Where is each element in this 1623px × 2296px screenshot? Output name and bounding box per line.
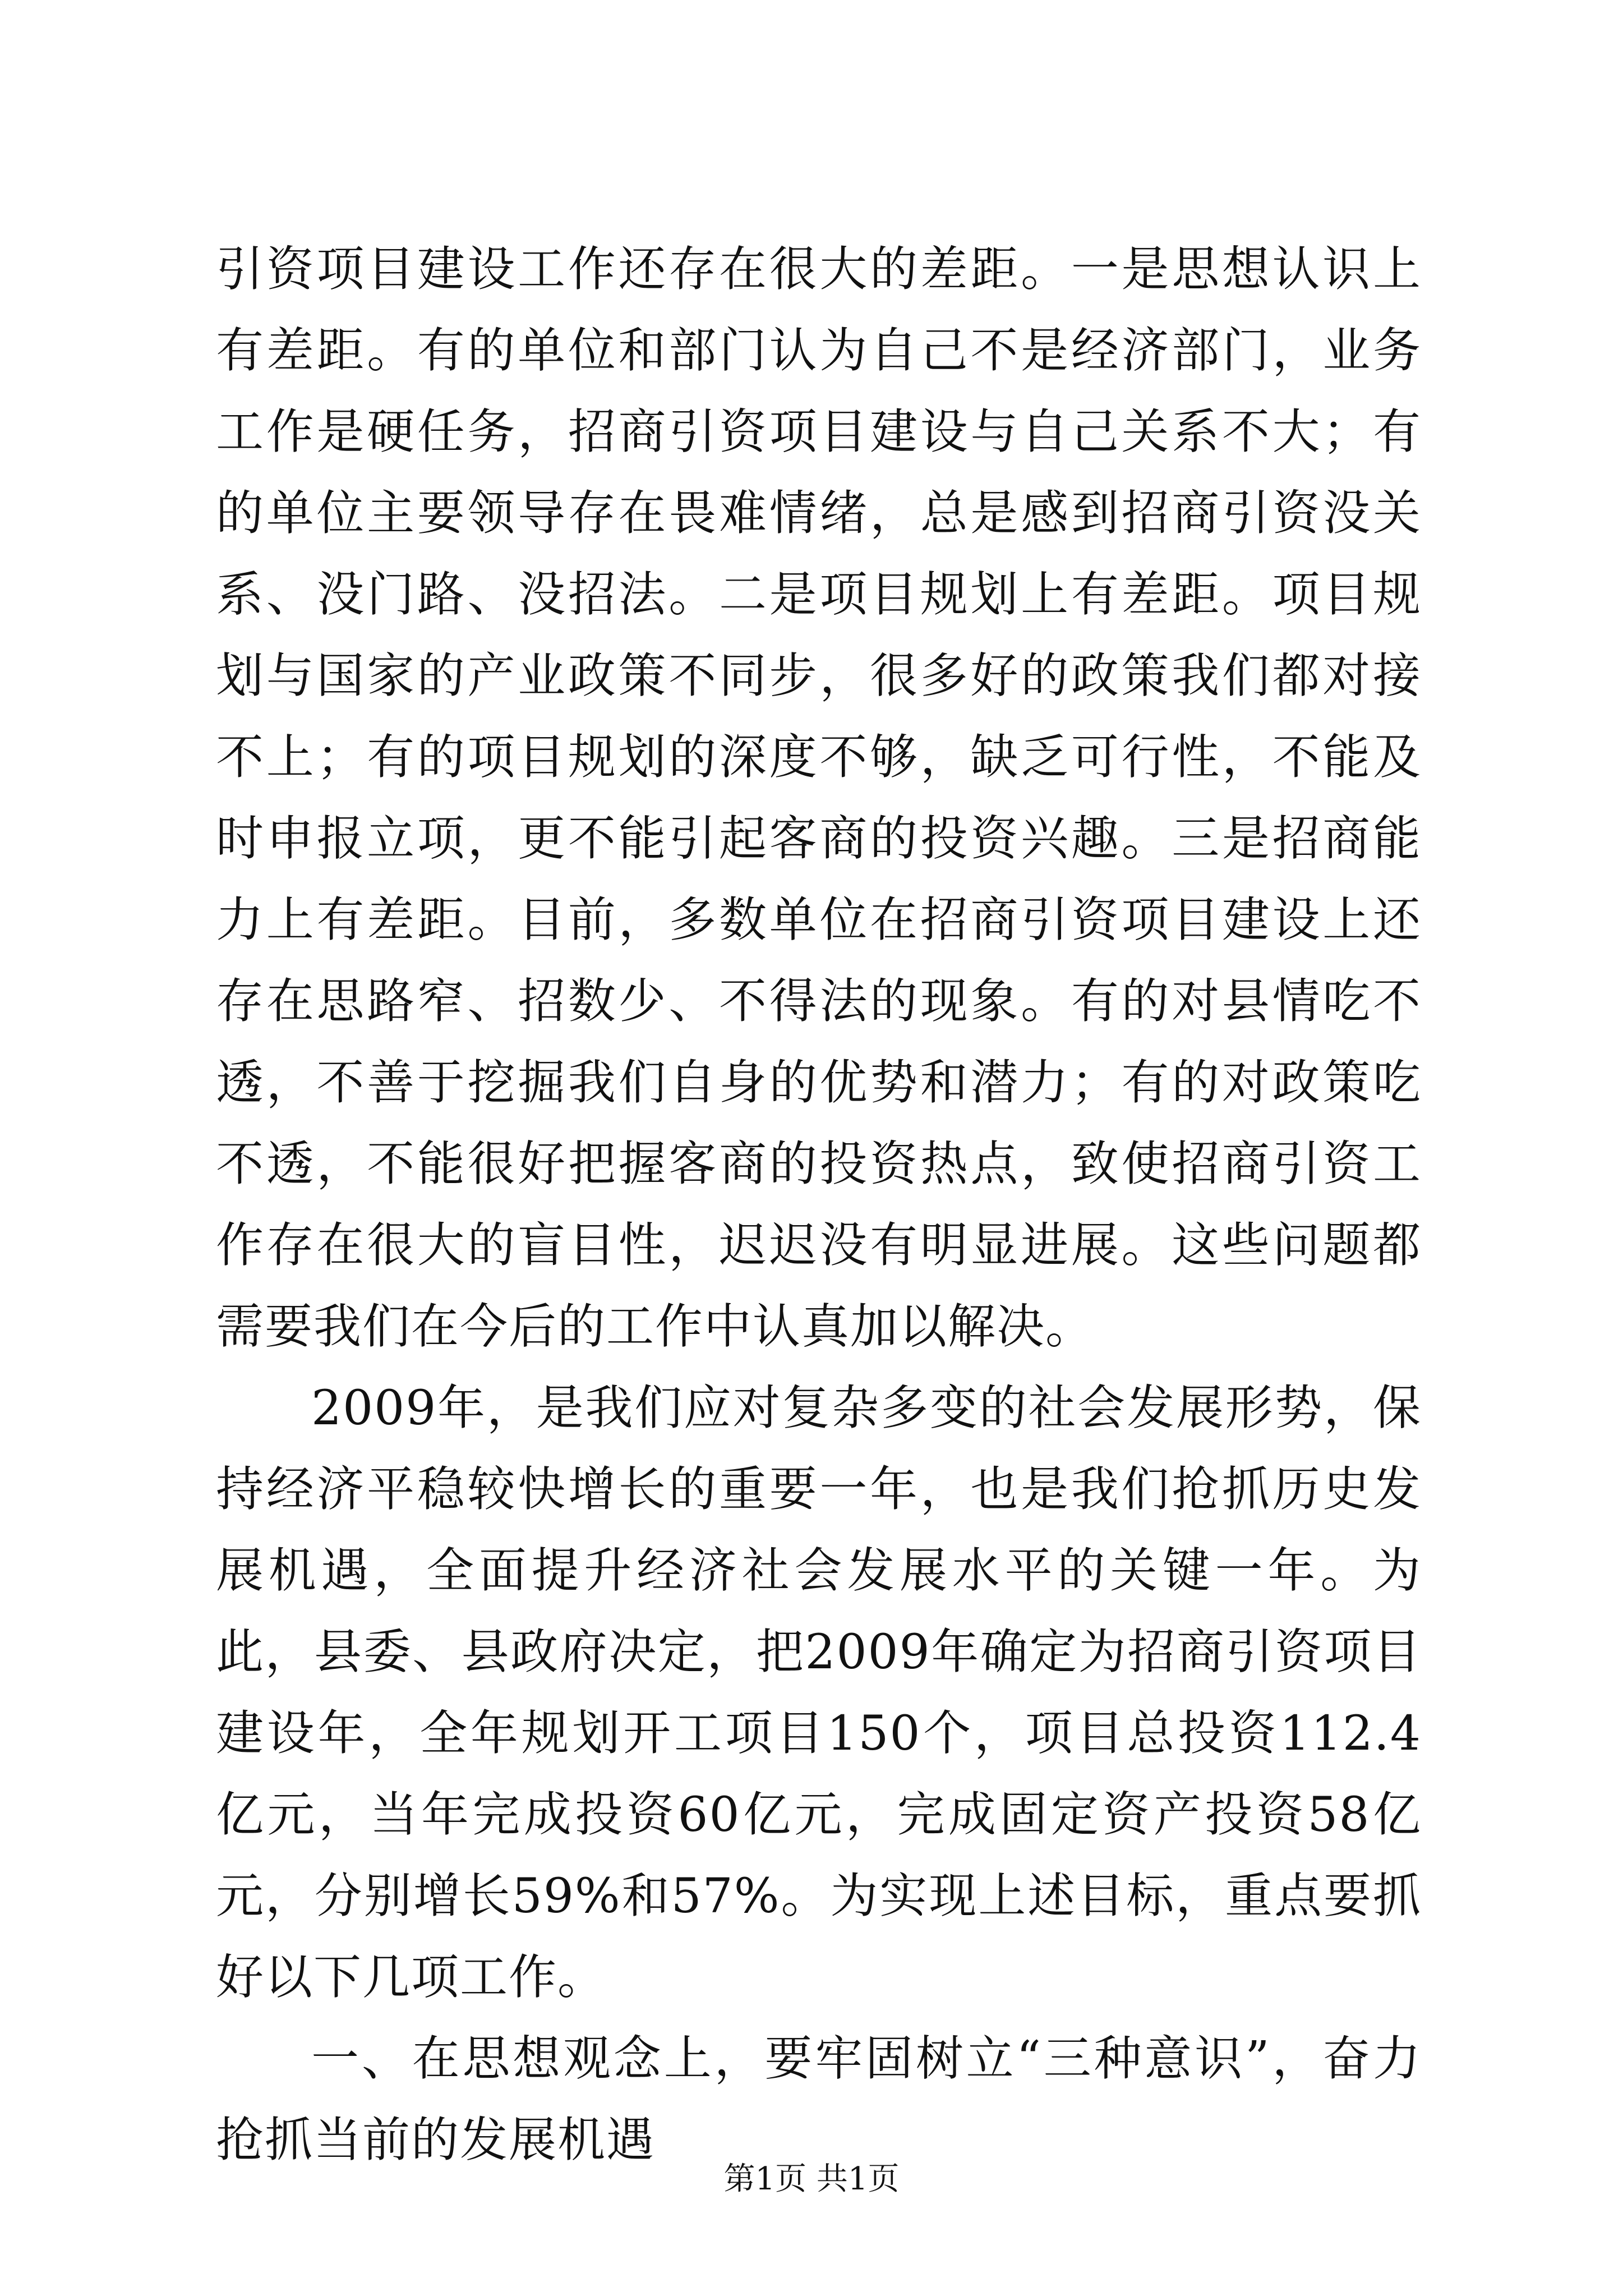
document-body bbox=[216, 229, 1422, 2181]
section-heading-1: 一、在思想观念上，要牢固树立“三种意识”，奋力抢抓当前的发展机遇 bbox=[216, 2031, 1422, 2168]
page-footer: 第1页 共1页 bbox=[723, 2161, 900, 2197]
paragraph-challenges: 引资项目建设工作还存在很大的差距。一是思想认识上有差距。有的单位和部门认为自己不是经济部门，业务工作是硬任务，招商引资项目建设与自己关系不大；有的单位主要领导存在畏难情绪，总是感到招商引资没关系、没门路、没招法。二是项目规划上有差距。项目规划与国家的产业政策不同步，很多好的政策我们都对接不上；有的项目规划的深度不够，缺乏可行性，不能及时申报立项，更不能引起客商的投资兴趣。三是招商能力上有差距。目前，多数单位在招商引资项目建设上还存在思路窄、招数少、不得法的现象。有的对县情吃不透，不善于挖掘我们自身的优势和潜力；有的对政策吃不透，不能很好把握客商的投资热点，致使招商引资工作存在很大的盲目性，迟迟没有明显进展。这些问题都需要我们在今后的工作中认真加以解决。 bbox=[216, 242, 1422, 1355]
paragraph-2009-goals: 2009年，是我们应对复杂多变的社会发展形势，保持经济平稳较快增长的重要一年，也是我们抢抓历史发展机遇，全面提升经济社会发展水平的关键一年。为此，县委、县政府决定，把2009年确定为招商引资项目建设年，全年规划开工项目150个，项目总投资112.4亿元，当年完成投资60亿元，完成固定资产投资58亿元，分别增长59%和57%。为实现上述目标，重点要抓好以下几项工作。 bbox=[216, 1381, 1422, 2005]
